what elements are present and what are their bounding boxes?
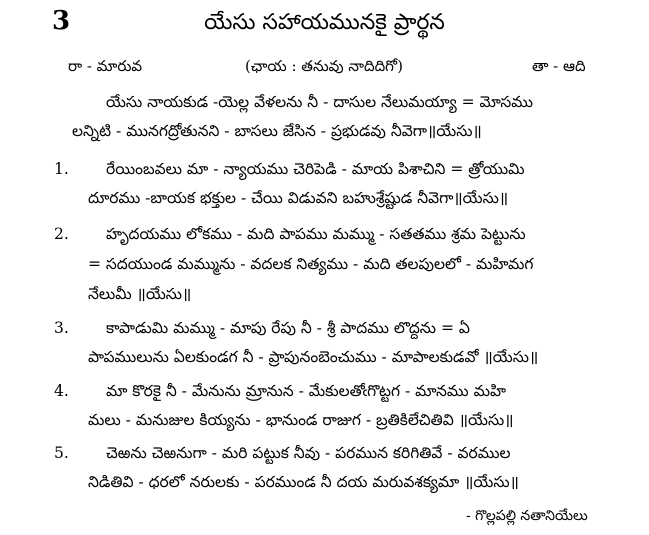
verse-4-line-2: మలు - మనుజుల కియ్యను - భానుండ రాజుగ - బ్రతికిలేచితివి ॥యేసు॥ [88, 411, 514, 429]
verse-number: 4. [54, 382, 69, 400]
verse-number: 3. [54, 319, 69, 337]
verse-2-line-3: నేలుమీ ॥యేసు॥ [88, 285, 192, 303]
verse-number: 5. [54, 444, 69, 462]
author-signature: - గొల్లపల్లి నతానియేలు [466, 508, 588, 524]
verse-1-line-2: దూరము -బాయక భక్తుల - చేయి విడువని బహుశ్రేష్టుడ నీవెగా॥యేసు॥ [88, 189, 509, 207]
verse-number: 2. [54, 225, 69, 243]
raga-label: రా - మారువ [68, 57, 143, 75]
verse-2-line-2: = సదయుండ మమ్మును - వదలక నిత్యము - మది తలపులలో - మహిమగ [88, 255, 534, 273]
chaya-label: (ఛాయ : తనువు నాదిదిగో) [245, 57, 403, 75]
song-number: 3 [52, 6, 71, 36]
verse-3-line-1: కాపాడుమి మమ్ము - మాపు రేపు నీ - శ్రీ పాదము లొద్దను = ఏ [106, 319, 470, 337]
verse-5-line-2: నిడితివి - ధరలో నరులకు - పరముండ నీ దయ మరువశక్యమా ॥యేసు॥ [88, 473, 519, 491]
verse-5-line-1: చెఱను చెఱనుగా - మరి పట్టుక నీవు - పరమున కరిగితివే - వరముల [106, 444, 511, 462]
pallavi-line-1: యేసు నాయకుడ -యెల్ల వేళలను నీ - దాసుల నేలుమయ్యా = మోసము [106, 93, 534, 111]
pallavi-line-2: లన్నిటి - మునగద్రోతునని - బాసలు జేసిన - ప్రభుడవు నీవెగా॥యేసు॥ [72, 122, 482, 140]
verse-1-line-1: రేయింబవలు మా - న్యాయము చెరిపెడి - మాయ పిశాచిని = త్రోయుమి [106, 160, 525, 178]
song-title: యేసు సహాయమునకై ప్రార్థన [204, 10, 445, 35]
verse-2-line-1: హృదయము లోకము - మది పాపము మమ్ము - సతతము శ్రమ పెట్టును [106, 225, 526, 243]
verse-number: 1. [54, 160, 69, 178]
tala-label: తా - ఆది [532, 57, 586, 75]
verse-3-line-2: పాపములును ఏలకుండగ నీ - ప్రాపునంబెంచుము - మాపాలకుడవో ॥యేసు॥ [88, 348, 539, 366]
verse-4-line-1: మా కొరకై నీ - మేనును మ్రానున - మేకులతోఁగొట్టగ - మానము మహి [106, 382, 506, 400]
